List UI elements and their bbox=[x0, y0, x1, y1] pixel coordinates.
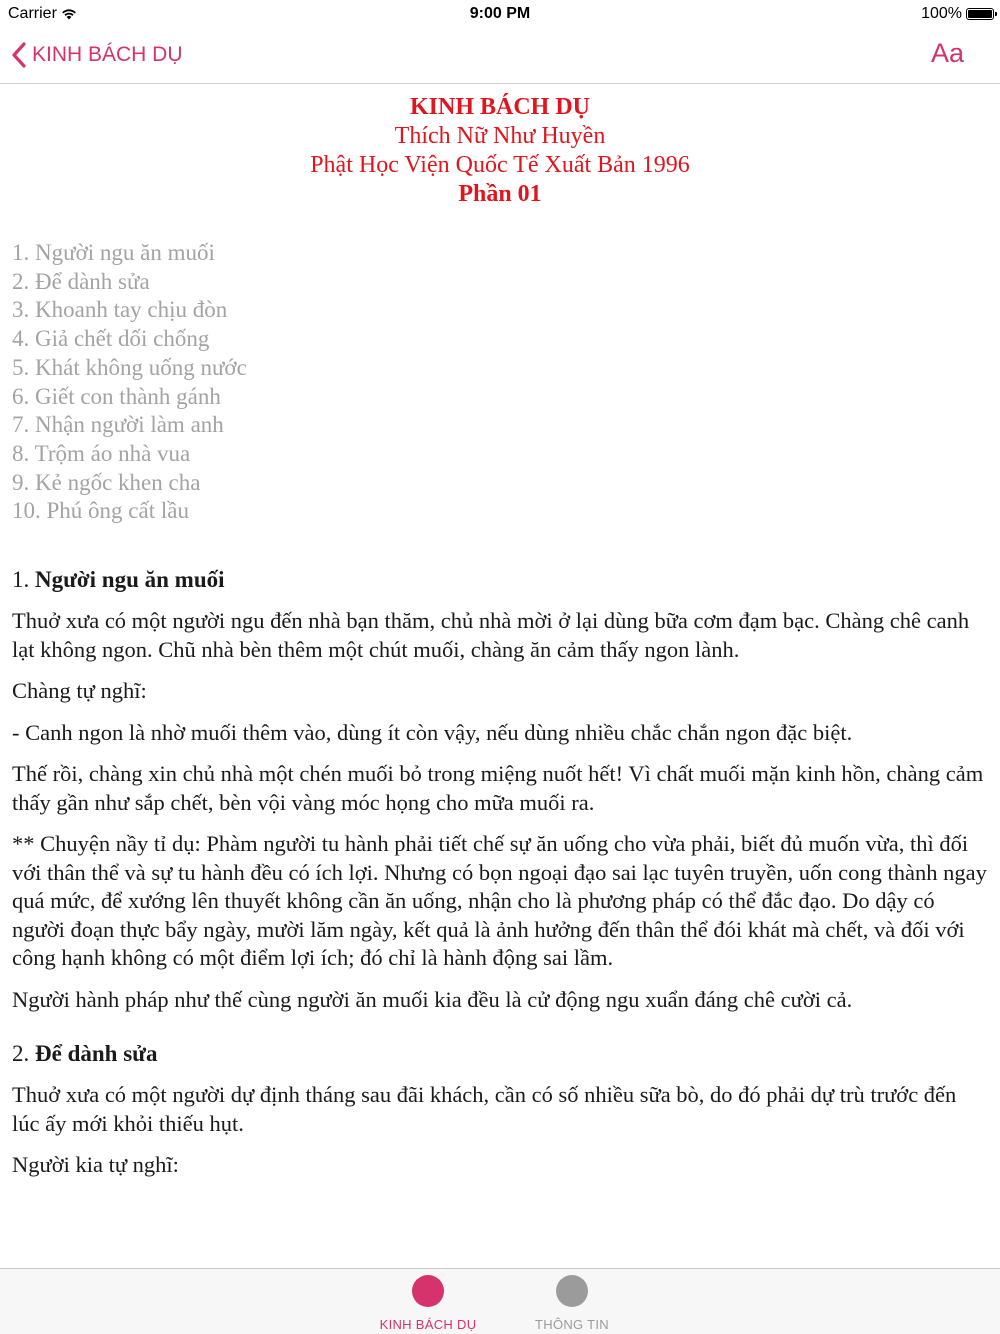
toc-item[interactable]: 4. Giả chết dối chống bbox=[12, 326, 210, 352]
section-paragraph: Thuở xưa có một người dự định tháng sau đãi khách, cần có số nhiều sữa bò, do đó phải dự trù trước đến lúc ấy mới khỏi thiếu hụt. bbox=[12, 1082, 957, 1136]
tab-kinh-bach-du[interactable] bbox=[358, 1275, 498, 1332]
document-author: Thích Nữ Như Huyền bbox=[394, 123, 606, 149]
tab-bar bbox=[0, 1268, 1000, 1334]
tab-kinh-bach-du-label: KINH BÁCH DỤ bbox=[379, 1317, 477, 1332]
section-heading bbox=[12, 1040, 988, 1068]
toc-item[interactable]: 5. Khát không uống nước bbox=[12, 354, 247, 380]
status-time: 9:00 PM bbox=[469, 5, 531, 22]
toc-item[interactable]: 1. Người ngu ăn muối bbox=[12, 240, 215, 265]
section-paragraph: Người hành pháp như thế cùng người ăn muối kia đều là cử động ngu xuẩn đáng chê cười cả. bbox=[12, 986, 853, 1012]
battery-percent: 100% bbox=[921, 5, 962, 22]
section-paragraph: - Canh ngon là nhờ muối thêm vào, dùng ít còn vậy, nếu dùng nhiều chắc chắn ngon đặc biệt. bbox=[12, 719, 853, 745]
document-part: Phần 01 bbox=[458, 181, 542, 207]
tab-thong-tin-icon bbox=[556, 1275, 588, 1307]
section-number: 1. bbox=[12, 567, 35, 593]
section-paragraph: Chàng tự nghĩ: bbox=[12, 678, 147, 704]
back-button[interactable] bbox=[12, 38, 183, 72]
toc-item[interactable]: 7. Nhận người làm anh bbox=[12, 412, 224, 438]
toc-item[interactable]: 9. Kẻ ngốc khen cha bbox=[12, 469, 201, 495]
section-heading bbox=[12, 566, 988, 594]
navigation-bar bbox=[0, 28, 1000, 84]
toc-item[interactable]: 2. Để dành sửa bbox=[12, 268, 150, 294]
tab-kinh-bach-du-icon bbox=[412, 1275, 444, 1307]
section-paragraph: ** Chuyện nầy tỉ dụ: Phàm người tu hành phải tiết chế sự ăn uống cho vừa phải, biết đủ muốn vừa, thì đối với thân thể và sự tu hành đều có ích lợi. Nhưng có bọn ngoại đạo sai lạc tuyên truyền, uốn cong thành ngay quá mức, để xướng lên thuyết không cần ăn uống, nhận cho là phương pháp có thể đắc đạo. Do dậy có người đoạn thực bẩy ngày, mười lăm ngày, kết quả là ảnh hưởng đến thân thể đói khát mà chết, và đối với công hạnh không có một điểm lợi ích; đó chỉ là hành động sai lầm. bbox=[12, 831, 987, 971]
section-number: 2. bbox=[12, 1041, 35, 1067]
chevron-left-icon bbox=[12, 42, 26, 68]
tab-thong-tin-label: THÔNG TIN bbox=[535, 1317, 609, 1332]
tab-thong-tin[interactable] bbox=[502, 1275, 642, 1332]
document-header bbox=[12, 93, 988, 209]
battery-icon bbox=[966, 8, 994, 20]
toc-item[interactable]: 6. Giết con thành gánh bbox=[12, 383, 221, 409]
section-paragraph: Thuở xưa có một người ngu đến nhà bạn thăm, chủ nhà mời ở lại dùng bữa cơm đạm bạc. Chàng chê canh lạt không ngon. Chũ nhà bèn thêm một chút muối, chàng ăn cảm thấy ngon lành. bbox=[12, 608, 970, 662]
toc-item[interactable]: 10. Phú ông cất lầu bbox=[12, 498, 189, 524]
carrier-label: Carrier bbox=[8, 5, 57, 22]
back-button-label: KINH BÁCH DỤ bbox=[32, 43, 183, 66]
document-publisher: Phật Học Viện Quốc Tế Xuất Bản 1996 bbox=[310, 152, 690, 178]
toc-item[interactable]: 3. Khoanh tay chịu đòn bbox=[12, 297, 228, 323]
battery-indicator bbox=[921, 5, 994, 23]
table-of-contents bbox=[12, 239, 988, 526]
font-size-button[interactable]: Aa bbox=[930, 38, 964, 68]
status-bar bbox=[0, 0, 1000, 28]
toc-item[interactable]: 8. Trộm áo nhà vua bbox=[12, 440, 191, 466]
section-paragraph: Người kia tự nghĩ: bbox=[12, 1152, 179, 1178]
document-title: KINH BÁCH DỤ bbox=[409, 94, 590, 120]
section-paragraph: Thế rồi, chàng xin chủ nhà một chén muối bỏ trong miệng nuốt hết! Vì chất muối mặn kinh hồn, chàng cảm thấy gần như sắp chết, bèn vội vàng móc họng cho mữa muối ra. bbox=[12, 761, 984, 815]
section-title: Người ngu ăn muối bbox=[35, 567, 225, 593]
reading-content[interactable] bbox=[0, 85, 1000, 1201]
section-title: Để dành sửa bbox=[35, 1041, 158, 1067]
